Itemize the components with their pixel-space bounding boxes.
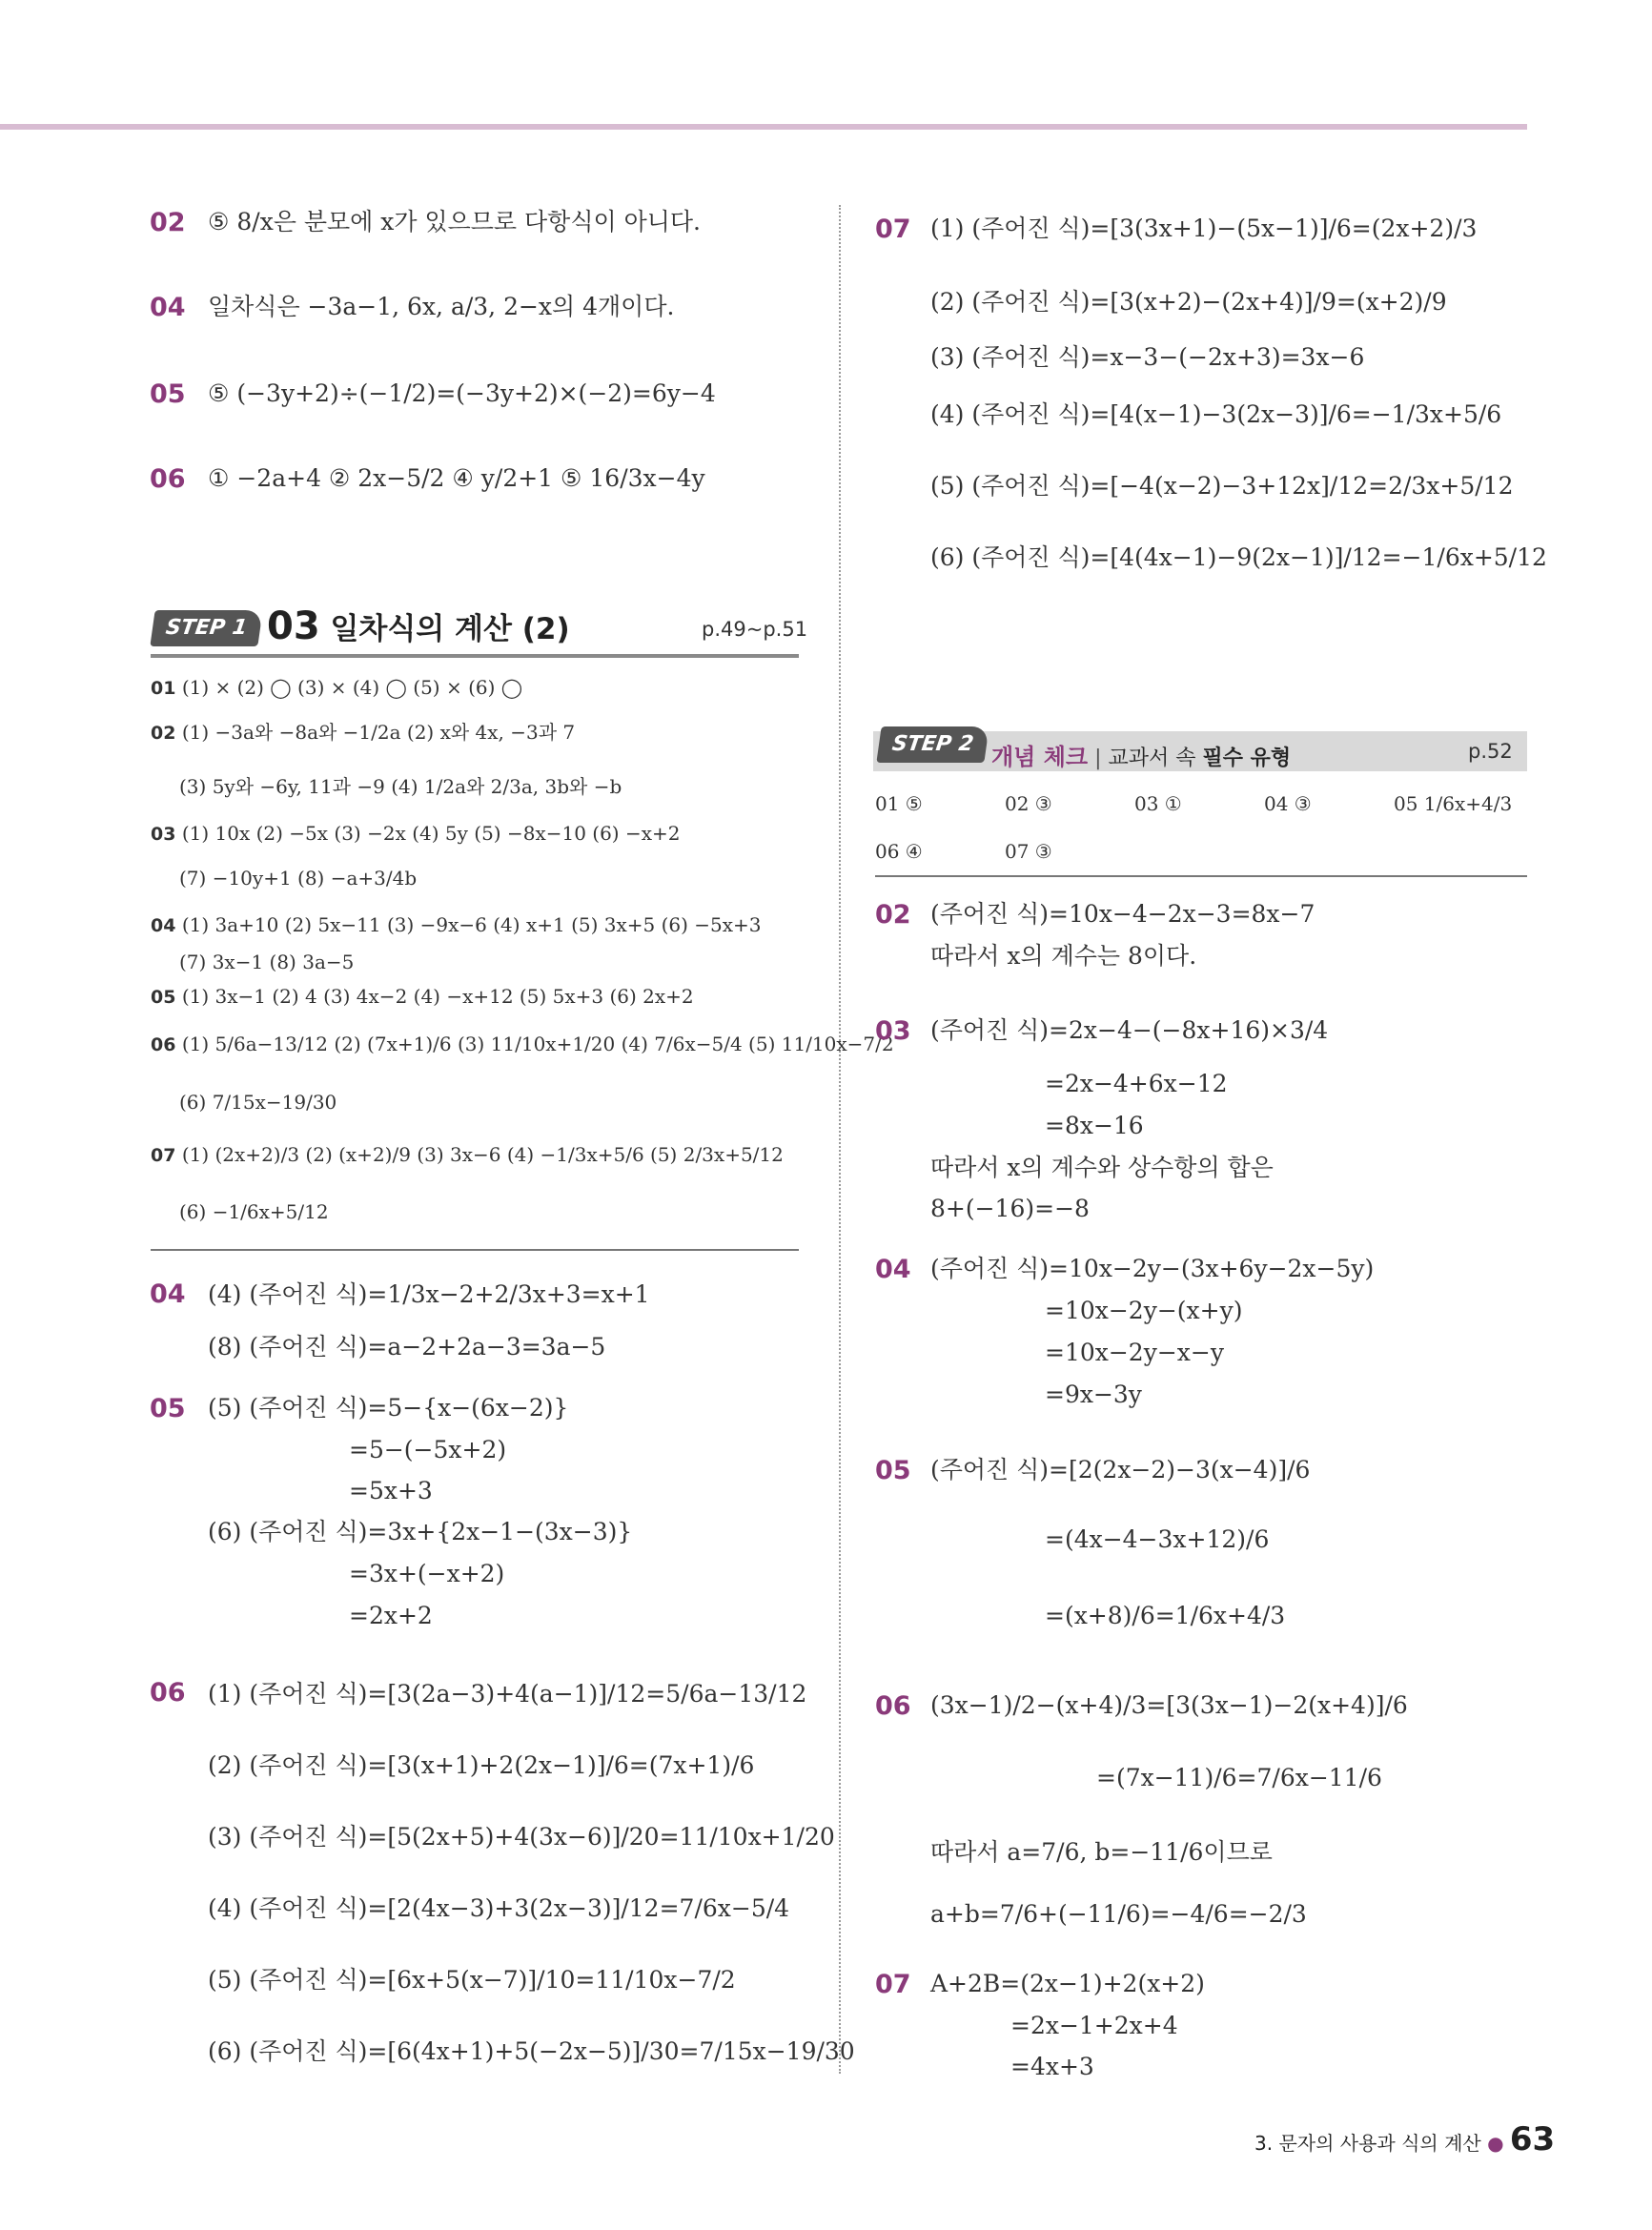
solution-line: =9x−3y xyxy=(1045,1381,1142,1408)
solution-line: (6) (주어진 식)=[6(4x+1)+5(−2x−5)]/30=7/15x−19/30 xyxy=(208,2037,855,2065)
solution-line: (4) (주어진 식)=[4(x−1)−3(2x−3)]/6=−1/3x+5/6 xyxy=(930,400,1502,428)
problem-number: 06 xyxy=(150,464,186,494)
problem-number: 06 xyxy=(875,1691,911,1721)
problem-number: 06 xyxy=(150,1678,186,1708)
header-rule xyxy=(0,124,1527,130)
answer-cell: 01 ⑤ xyxy=(875,792,923,815)
answer-line: 06 (1) 5/6a−13/12 (2) (7x+1)/6 (3) 11/10x+1/20 (4) 7/6x−5/4 (5) 11/10x−7/2 xyxy=(151,1033,894,1055)
answer-line: (7) −10y+1 (8) −a+3/4b xyxy=(179,867,418,890)
chapter-title: 3. 문자의 사용과 식의 계산 xyxy=(1254,2132,1481,2155)
solution-text: ⑤ 8/x은 분모에 x가 있으므로 다항식이 아니다. xyxy=(208,208,701,235)
solution-line: =5−(−5x+2) xyxy=(349,1436,507,1463)
solution-line: (주어진 식)=10x−2y−(3x+6y−2x−5y) xyxy=(930,1255,1375,1282)
step1-title xyxy=(267,604,570,648)
answer-line: 07 (1) (2x+2)/3 (2) (x+2)/9 (3) 3x−6 (4) −1/3x+5/6 (5) 2/3x+5/12 xyxy=(151,1143,784,1166)
column-separator xyxy=(839,205,841,2074)
solution-line: (5) (주어진 식)=5−{x−(6x−2)} xyxy=(208,1394,569,1422)
solution-line: (1) (주어진 식)=[3(2a−3)+4(a−1)]/12=5/6a−13/12 xyxy=(208,1680,807,1708)
solution-text: ① −2a+4 ② 2x−5/2 ④ y/2+1 ⑤ 16/3x−4y xyxy=(208,464,705,492)
answer-line: 02 (1) −3a와 −8a와 −1/2a (2) x와 4x, −3과 7 xyxy=(151,721,576,744)
solution-line: (주어진 식)=2x−4−(−8x+16)×3/4 xyxy=(930,1016,1329,1044)
solution-line: (2) (주어진 식)=[3(x+1)+2(2x−1)]/6=(7x+1)/6 xyxy=(208,1751,755,1779)
solution-line: =(4x−4−3x+12)/6 xyxy=(1045,1525,1270,1553)
solution-line: (8) (주어진 식)=a−2+2a−3=3a−5 xyxy=(208,1333,606,1361)
solution-line: =10x−2y−(x+y) xyxy=(1045,1297,1243,1324)
solution-line: (3x−1)/2−(x+4)/3=[3(3x−1)−2(x+4)]/6 xyxy=(930,1691,1408,1719)
step2-page: p.52 xyxy=(1468,740,1513,763)
step1-pages: p.49~p.51 xyxy=(702,618,808,641)
answer-cell: 04 ③ xyxy=(1264,792,1312,815)
step2-title-sub-bold: 필수 유형 xyxy=(1202,747,1292,770)
solution-line: =(7x−11)/6=7/6x−11/6 xyxy=(1096,1764,1382,1791)
solution-line: (주어진 식)=10x−4−2x−3=8x−7 xyxy=(930,900,1315,928)
step1-number: 03 xyxy=(267,604,320,648)
solution-line: 따라서 x의 계수와 상수항의 합은 xyxy=(930,1154,1274,1181)
solution-text: ⑤ (−3y+2)÷(−1/2)=(−3y+2)×(−2)=6y−4 xyxy=(208,379,716,407)
solution-line: (3) (주어진 식)=x−3−(−2x+3)=3x−6 xyxy=(930,343,1365,371)
solution-line: (4) (주어진 식)=1/3x−2+2/3x+3=x+1 xyxy=(208,1280,650,1308)
problem-number: 05 xyxy=(150,379,186,409)
answer-cell: 06 ④ xyxy=(875,840,923,863)
answer-line: (6) 7/15x−19/30 xyxy=(179,1091,337,1114)
answer-line: 03 (1) 10x (2) −5x (3) −2x (4) 5y (5) −8x−10 (6) −x+2 xyxy=(151,822,681,845)
solution-line: 8+(−16)=−8 xyxy=(930,1195,1090,1222)
footer-dot-icon: ● xyxy=(1487,2132,1504,2155)
answer-cell: 03 ① xyxy=(1134,792,1182,815)
solution-line: (6) (주어진 식)=[4(4x−1)−9(2x−1)]/12=−1/6x+5/12 xyxy=(930,543,1547,571)
solution-line: (4) (주어진 식)=[2(4x−3)+3(2x−3)]/12=7/6x−5/4 xyxy=(208,1894,790,1922)
solution-line: a+b=7/6+(−11/6)=−4/6=−2/3 xyxy=(930,1900,1307,1928)
problem-number: 04 xyxy=(875,1255,911,1284)
step1-title-text: 일차식의 계산 (2) xyxy=(330,612,570,646)
step1-underline xyxy=(151,654,799,658)
solution-line: (주어진 식)=[2(2x−2)−3(x−4)]/6 xyxy=(930,1456,1311,1483)
solution-line: =2x+2 xyxy=(349,1602,433,1629)
solution-line: (3) (주어진 식)=[5(2x+5)+4(3x−6)]/20=11/10x+1/20 xyxy=(208,1823,835,1851)
problem-number: 04 xyxy=(150,1279,186,1309)
solution-line: =2x−4+6x−12 xyxy=(1045,1070,1228,1097)
step2-title: 개념 체크 | 교과서 속 필수 유형 xyxy=(991,744,1292,770)
step2-tag: STEP 2 xyxy=(876,726,989,763)
answer-cell: 02 ③ xyxy=(1005,792,1052,815)
page-footer xyxy=(1254,2120,1555,2158)
solution-line: =3x+(−x+2) xyxy=(349,1560,505,1587)
solution-line: 따라서 x의 계수는 8이다. xyxy=(930,942,1197,970)
problem-number: 05 xyxy=(150,1394,186,1423)
solution-line: A+2B=(2x−1)+2(x+2) xyxy=(930,1970,1205,1997)
answer-line: 05 (1) 3x−1 (2) 4 (3) 4x−2 (4) −x+12 (5) 5x+3 (6) 2x+2 xyxy=(151,985,694,1008)
step1-bottom-rule xyxy=(151,1249,799,1251)
answer-line: (6) −1/6x+5/12 xyxy=(179,1200,329,1223)
problem-number: 07 xyxy=(875,215,911,244)
solution-line: (2) (주어진 식)=[3(x+2)−(2x+4)]/9=(x+2)/9 xyxy=(930,288,1447,316)
problem-number: 05 xyxy=(875,1456,911,1485)
solution-line: =4x+3 xyxy=(1010,2053,1094,2080)
solution-line: (1) (주어진 식)=[3(3x+1)−(5x−1)]/6=(2x+2)/3 xyxy=(930,215,1478,242)
solution-line: =8x−16 xyxy=(1045,1112,1144,1139)
answer-cell: 05 1/6x+4/3 xyxy=(1394,792,1513,815)
step1-tag: STEP 1 xyxy=(150,610,262,646)
answer-line: 01 (1) × (2) ◯ (3) × (4) ◯ (5) × (6) ◯ xyxy=(151,676,523,699)
problem-number: 07 xyxy=(875,1970,911,1999)
step2-title-bold: 개념 체크 xyxy=(991,744,1089,770)
solution-line: (6) (주어진 식)=3x+{2x−1−(3x−3)} xyxy=(208,1518,633,1545)
step2-bottom-rule xyxy=(875,875,1527,877)
step2-title-sub: 교과서 속 xyxy=(1108,747,1196,770)
solution-line: =5x+3 xyxy=(349,1477,433,1504)
answer-line: (7) 3x−1 (8) 3a−5 xyxy=(179,951,355,973)
answer-cell: 07 ③ xyxy=(1005,840,1052,863)
problem-number: 02 xyxy=(150,208,186,237)
solution-line: =2x−1+2x+4 xyxy=(1010,2012,1178,2039)
problem-number: 04 xyxy=(150,293,186,322)
solution-line: 따라서 a=7/6, b=−11/6이므로 xyxy=(930,1838,1273,1866)
problem-number: 03 xyxy=(875,1016,911,1046)
solution-text: 일차식은 −3a−1, 6x, a/3, 2−x의 4개이다. xyxy=(208,293,675,320)
solution-line: (5) (주어진 식)=[6x+5(x−7)]/10=11/10x−7/2 xyxy=(208,1966,736,1994)
answer-line: (3) 5y와 −6y, 11과 −9 (4) 1/2a와 2/3a, 3b와 −b xyxy=(179,775,622,798)
page-number: 63 xyxy=(1509,2120,1556,2158)
answer-line: 04 (1) 3a+10 (2) 5x−11 (3) −9x−6 (4) x+1 (5) 3x+5 (6) −5x+3 xyxy=(151,913,762,936)
problem-number: 02 xyxy=(875,900,911,930)
solution-line: =(x+8)/6=1/6x+4/3 xyxy=(1045,1602,1286,1629)
solution-line: =10x−2y−x−y xyxy=(1045,1339,1224,1366)
solution-line: (5) (주어진 식)=[−4(x−2)−3+12x]/12=2/3x+5/12 xyxy=(930,472,1514,500)
